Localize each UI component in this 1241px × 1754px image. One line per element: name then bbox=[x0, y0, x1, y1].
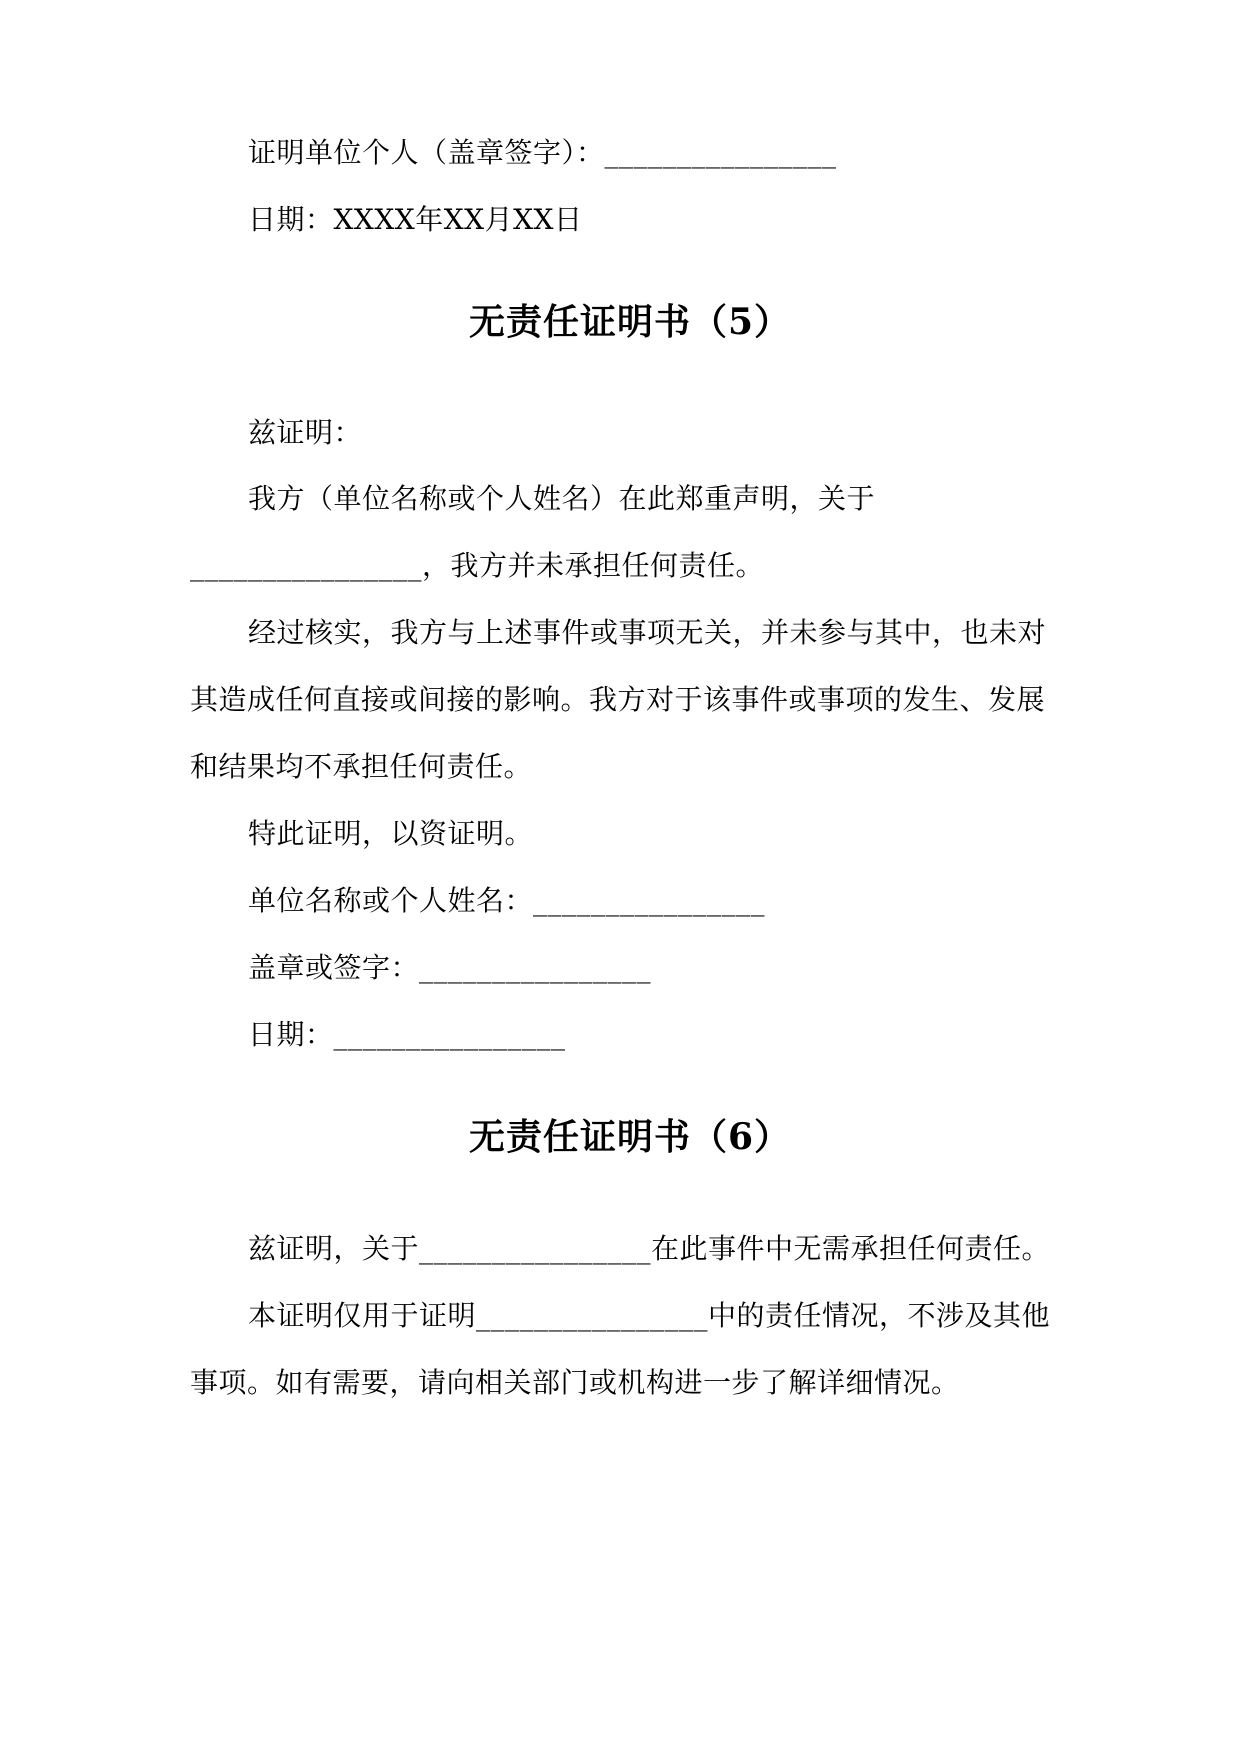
certificate-6-para2-line2: 事项。如有需要，请向相关部门或机构进一步了解详细情况。 bbox=[190, 1366, 960, 1399]
certificate-5-para2-line2: 其造成任何直接或间接的影响。我方对于该事件或事项的发生、发展 bbox=[190, 683, 1046, 716]
certificate-6-para2-line1: 本证明仅用于证明________________中的责任情况，不涉及其他 bbox=[248, 1299, 1051, 1332]
certificate-5-name-field: 单位名称或个人姓名：________________ bbox=[248, 884, 766, 917]
certificate-5-title: 无责任证明书（5） bbox=[468, 301, 792, 343]
certificate-5-closing: 特此证明，以资证明。 bbox=[248, 817, 534, 850]
certificate-5-seal-field: 盖章或签字：________________ bbox=[248, 951, 652, 984]
certificate-5-para2-line3: 和结果均不承担任何责任。 bbox=[190, 750, 533, 783]
certificate-5-para1-line2: ________________，我方并未承担任何责任。 bbox=[190, 549, 765, 582]
certificate-5-salutation: 兹证明： bbox=[248, 416, 363, 449]
certificate-5-para1-line1: 我方（单位名称或个人姓名）在此郑重声明，关于 bbox=[248, 482, 876, 515]
certificate-6-para1: 兹证明，关于________________在此事件中无需承担任何责任。 bbox=[248, 1232, 1051, 1265]
certificate-6-title: 无责任证明书（6） bbox=[468, 1116, 792, 1158]
signature-line: 证明单位个人（盖章签字）：________________ bbox=[248, 136, 837, 169]
certificate-5-date-field: 日期：________________ bbox=[248, 1018, 566, 1051]
certificate-5-para2-line1: 经过核实，我方与上述事件或事项无关，并未参与其中，也未对 bbox=[248, 616, 1047, 649]
date-line: 日期：XXXX年XX月XX日 bbox=[248, 203, 583, 236]
